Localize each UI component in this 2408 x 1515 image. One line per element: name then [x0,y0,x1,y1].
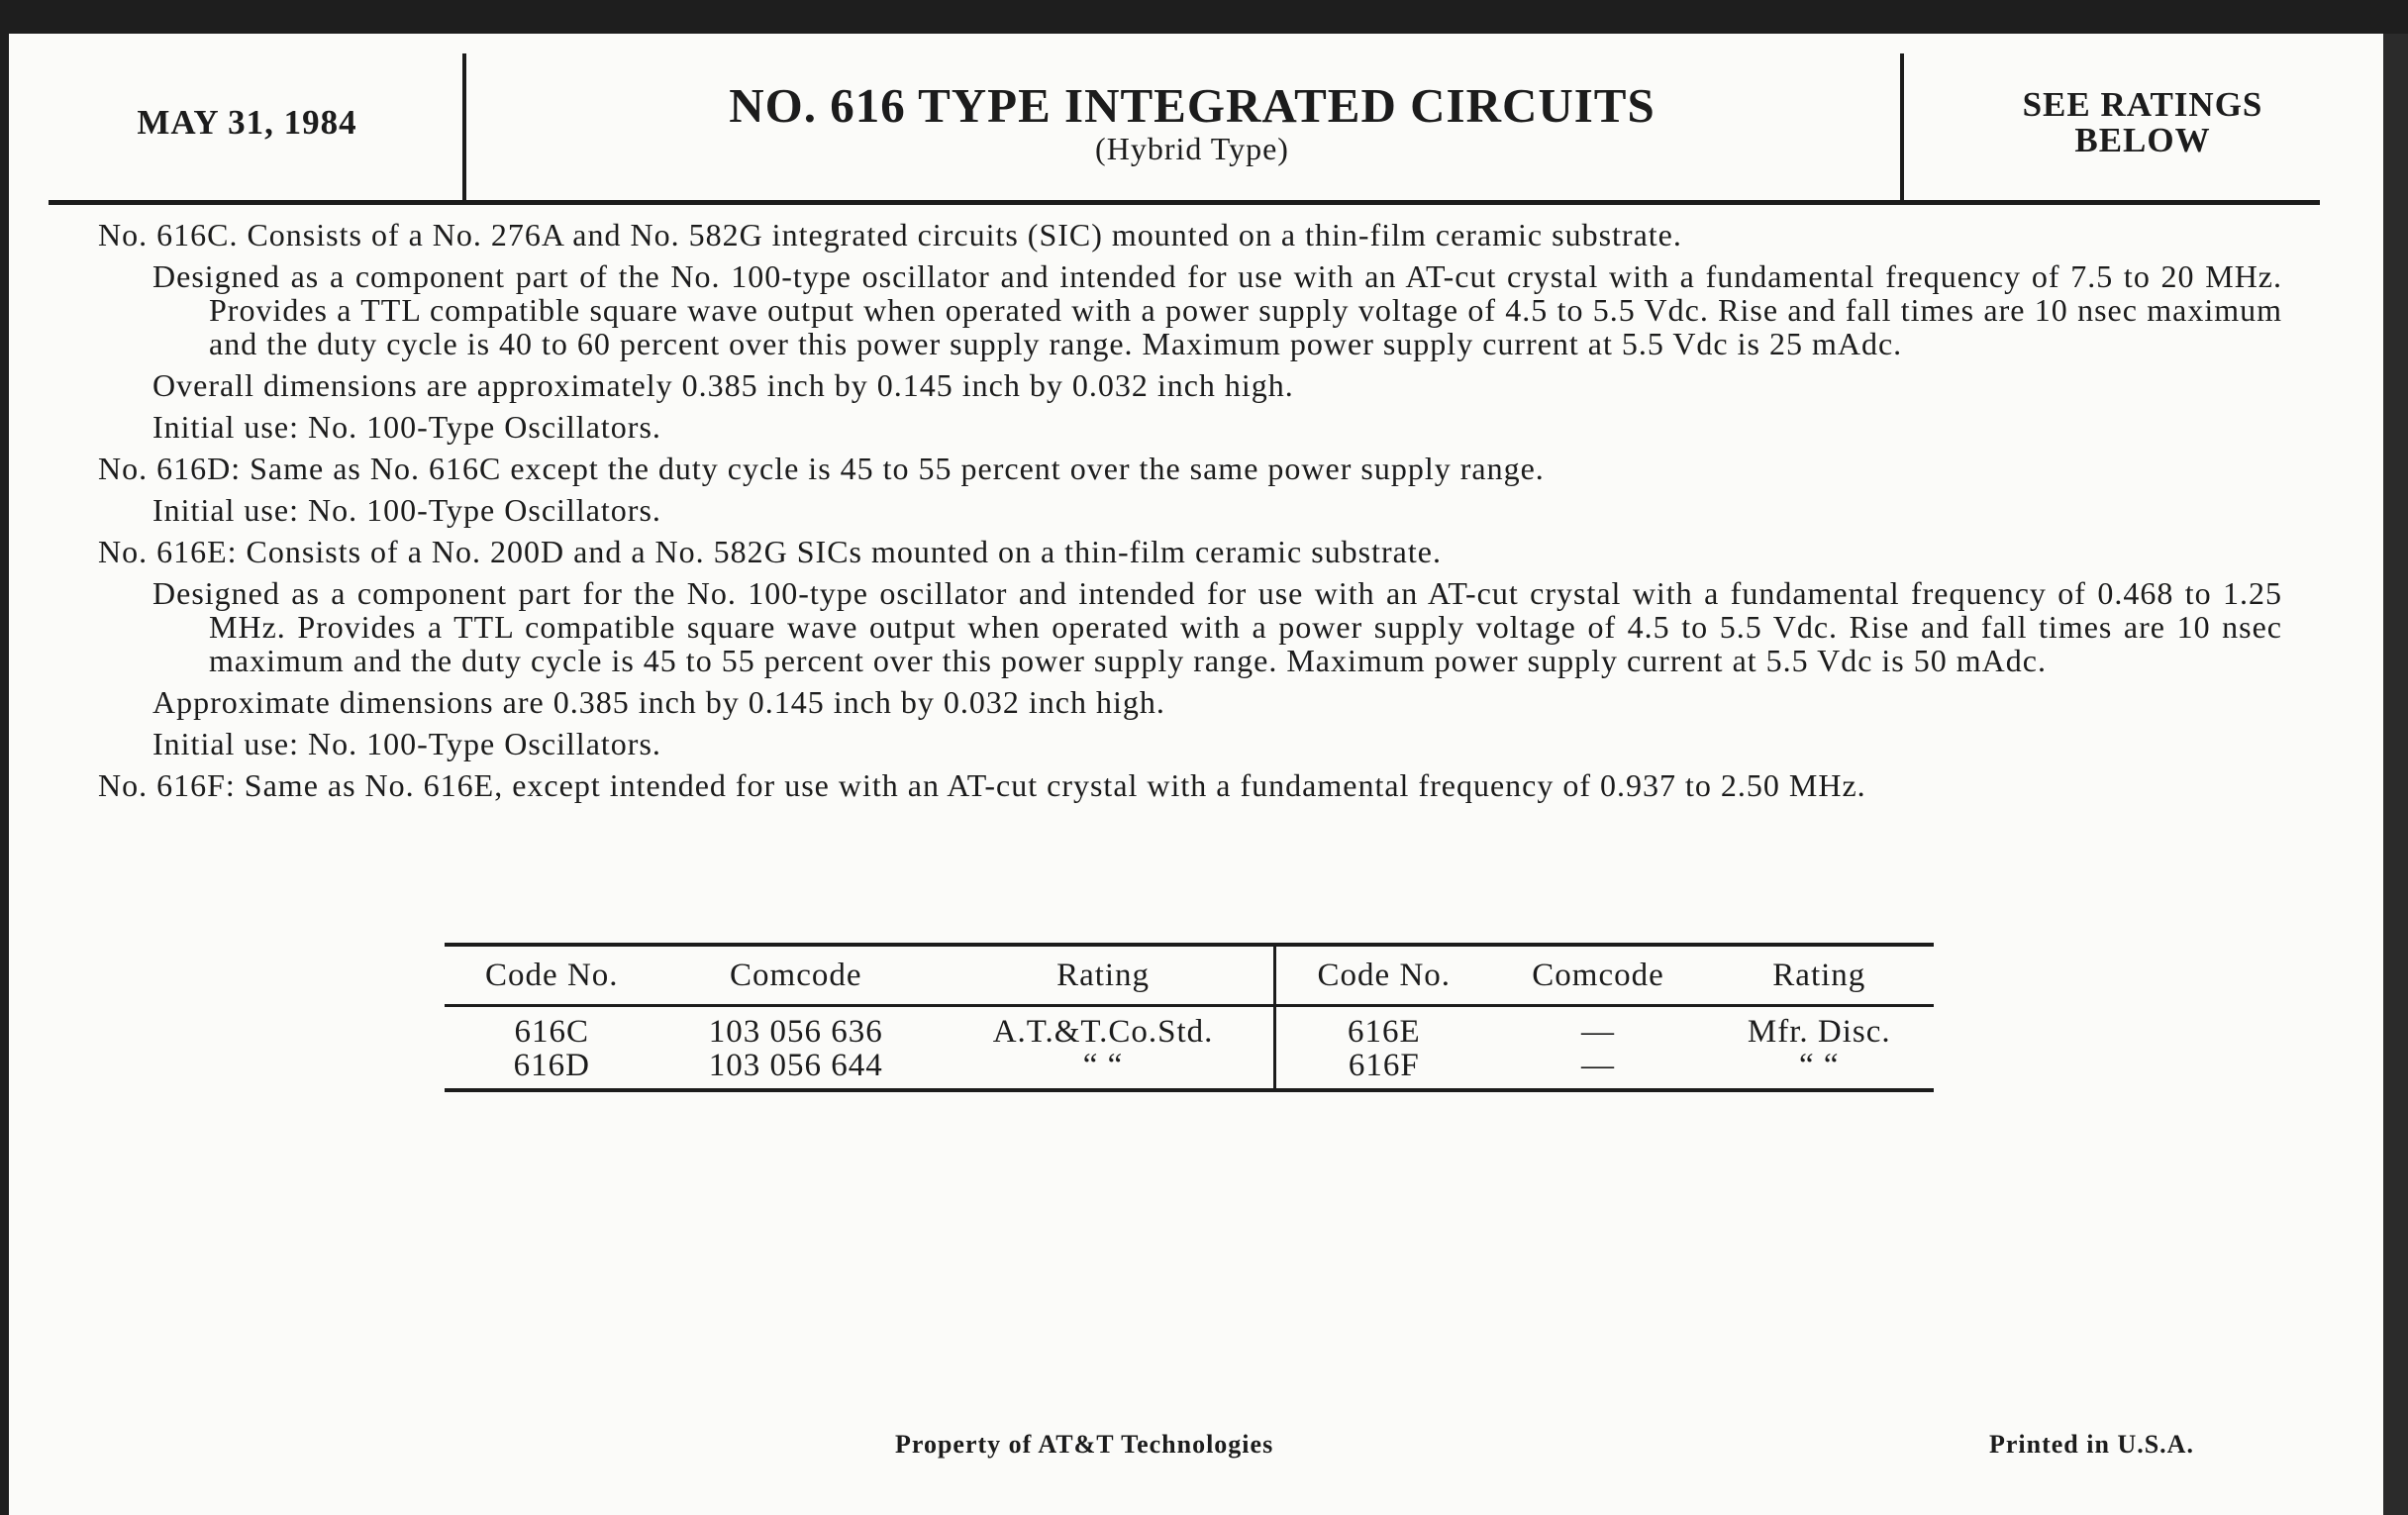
ratings-note-line1: SEE RATINGS [2022,85,2263,124]
printed-notice: Printed in U.S.A. [1989,1430,2194,1459]
cell-comcode: 103 056 636 [708,1014,883,1050]
cell-rating: “ “ [933,1049,1275,1090]
paragraph-616c-dimensions: Overall dimensions are approximately 0.385 inch by 0.145 inch by 0.032 inch high. [152,367,1294,403]
paragraph-616d-use: Initial use: No. 100-Type Oscillators. [152,492,661,528]
cell-code: 616D [513,1048,590,1083]
cell-rating: A.T.&T.Co.Std. [933,1006,1275,1050]
header-code-no: Code No. [445,945,659,1006]
header-comcode: Comcode [659,945,933,1006]
page-title: NO. 616 TYPE INTEGRATED CIRCUITS [729,78,1656,133]
table-row [445,1006,1934,1050]
cell-comcode: — [1581,1048,1615,1083]
cell-code: 616E [1347,1014,1421,1050]
table-header-row [445,945,1934,1006]
scan-edge [2383,34,2408,1515]
paragraph-616f: No. 616F: Same as No. 616E, except intended for use with an AT-cut crystal with a fundamental frequency of 0.937 to 2.50 MHz. [98,767,1866,803]
cell-comcode: — [1581,1014,1615,1050]
ratings-table [445,943,1934,1092]
paragraph-616e: No. 616E: Consists of a No. 200D and a No. 582G SICs mounted on a thin-film ceramic substrate. [98,534,1442,569]
header-rating: Rating [1705,945,1934,1006]
paragraph-616c-use: Initial use: No. 100-Type Oscillators. [152,409,661,445]
cell-rating: Mfr. Disc. [1747,1014,1891,1050]
cell-code: 616C [514,1014,590,1050]
issue-date: MAY 31, 1984 [137,103,357,142]
paragraph-616e-dimensions: Approximate dimensions are 0.385 inch by 0.145 inch by 0.032 inch high. [152,684,1165,720]
catalog-card [9,34,2383,1515]
paragraph-616c: No. 616C. Consists of a No. 276A and No. 582G integrated circuits (SIC) mounted on a thin-film ceramic substrate. [98,217,1682,252]
cell-code: 616F [1348,1048,1420,1083]
property-notice: Property of AT&T Technologies [895,1430,1274,1459]
header-divider-left [462,53,466,202]
paragraph-616e-use: Initial use: No. 100-Type Oscillators. [152,726,661,761]
header-comcode: Comcode [1491,945,1704,1006]
ratings-note-line2: BELOW [2074,121,2211,159]
ratings-note [1920,87,2365,158]
paragraph-616e-design: Designed as a component part for the No. 100-type oscillator and intended for use with an AT-cut crystal with a fundamental frequency of 0.468 to 1.25 MHz. Provides a TTL compatible square wave output when operated with a power supply voltage of 4.5 to 5.5 Vdc. Rise and fall times are 10 nsec maximum and the duty cycle is 45 to 55 percent over this power supply range. Maximum power supply current at 5.5 Vdc is 50 mAdc. [152,575,2282,678]
header-rating: Rating [933,945,1275,1006]
paragraph-616d: No. 616D: Same as No. 616C except the duty cycle is 45 to 55 percent over the same power supply range. [98,451,1545,486]
table-row [445,1049,1934,1090]
header-rule [49,200,2320,205]
paragraph-616c-design: Designed as a component part of the No. 100-type oscillator and intended for use with an AT-cut crystal with a fundamental frequency of 7.5 to 20 MHz. Provides a TTL compatible square wave output when operated with a power supply voltage of 4.5 to 5.5 Vdc. Rise and fall times are 10 nsec maximum and the duty cycle is 40 to 60 percent over this power supply range. Maximum power supply current at 5.5 Vdc is 25 mAdc. [152,258,2282,361]
header-code-no: Code No. [1275,945,1492,1006]
cell-comcode: 103 056 644 [708,1048,883,1083]
cell-rating: “ “ [1799,1048,1840,1083]
description-text [98,218,2282,810]
header-divider-right [1900,53,1904,202]
page-subtitle: (Hybrid Type) [1095,131,1289,166]
